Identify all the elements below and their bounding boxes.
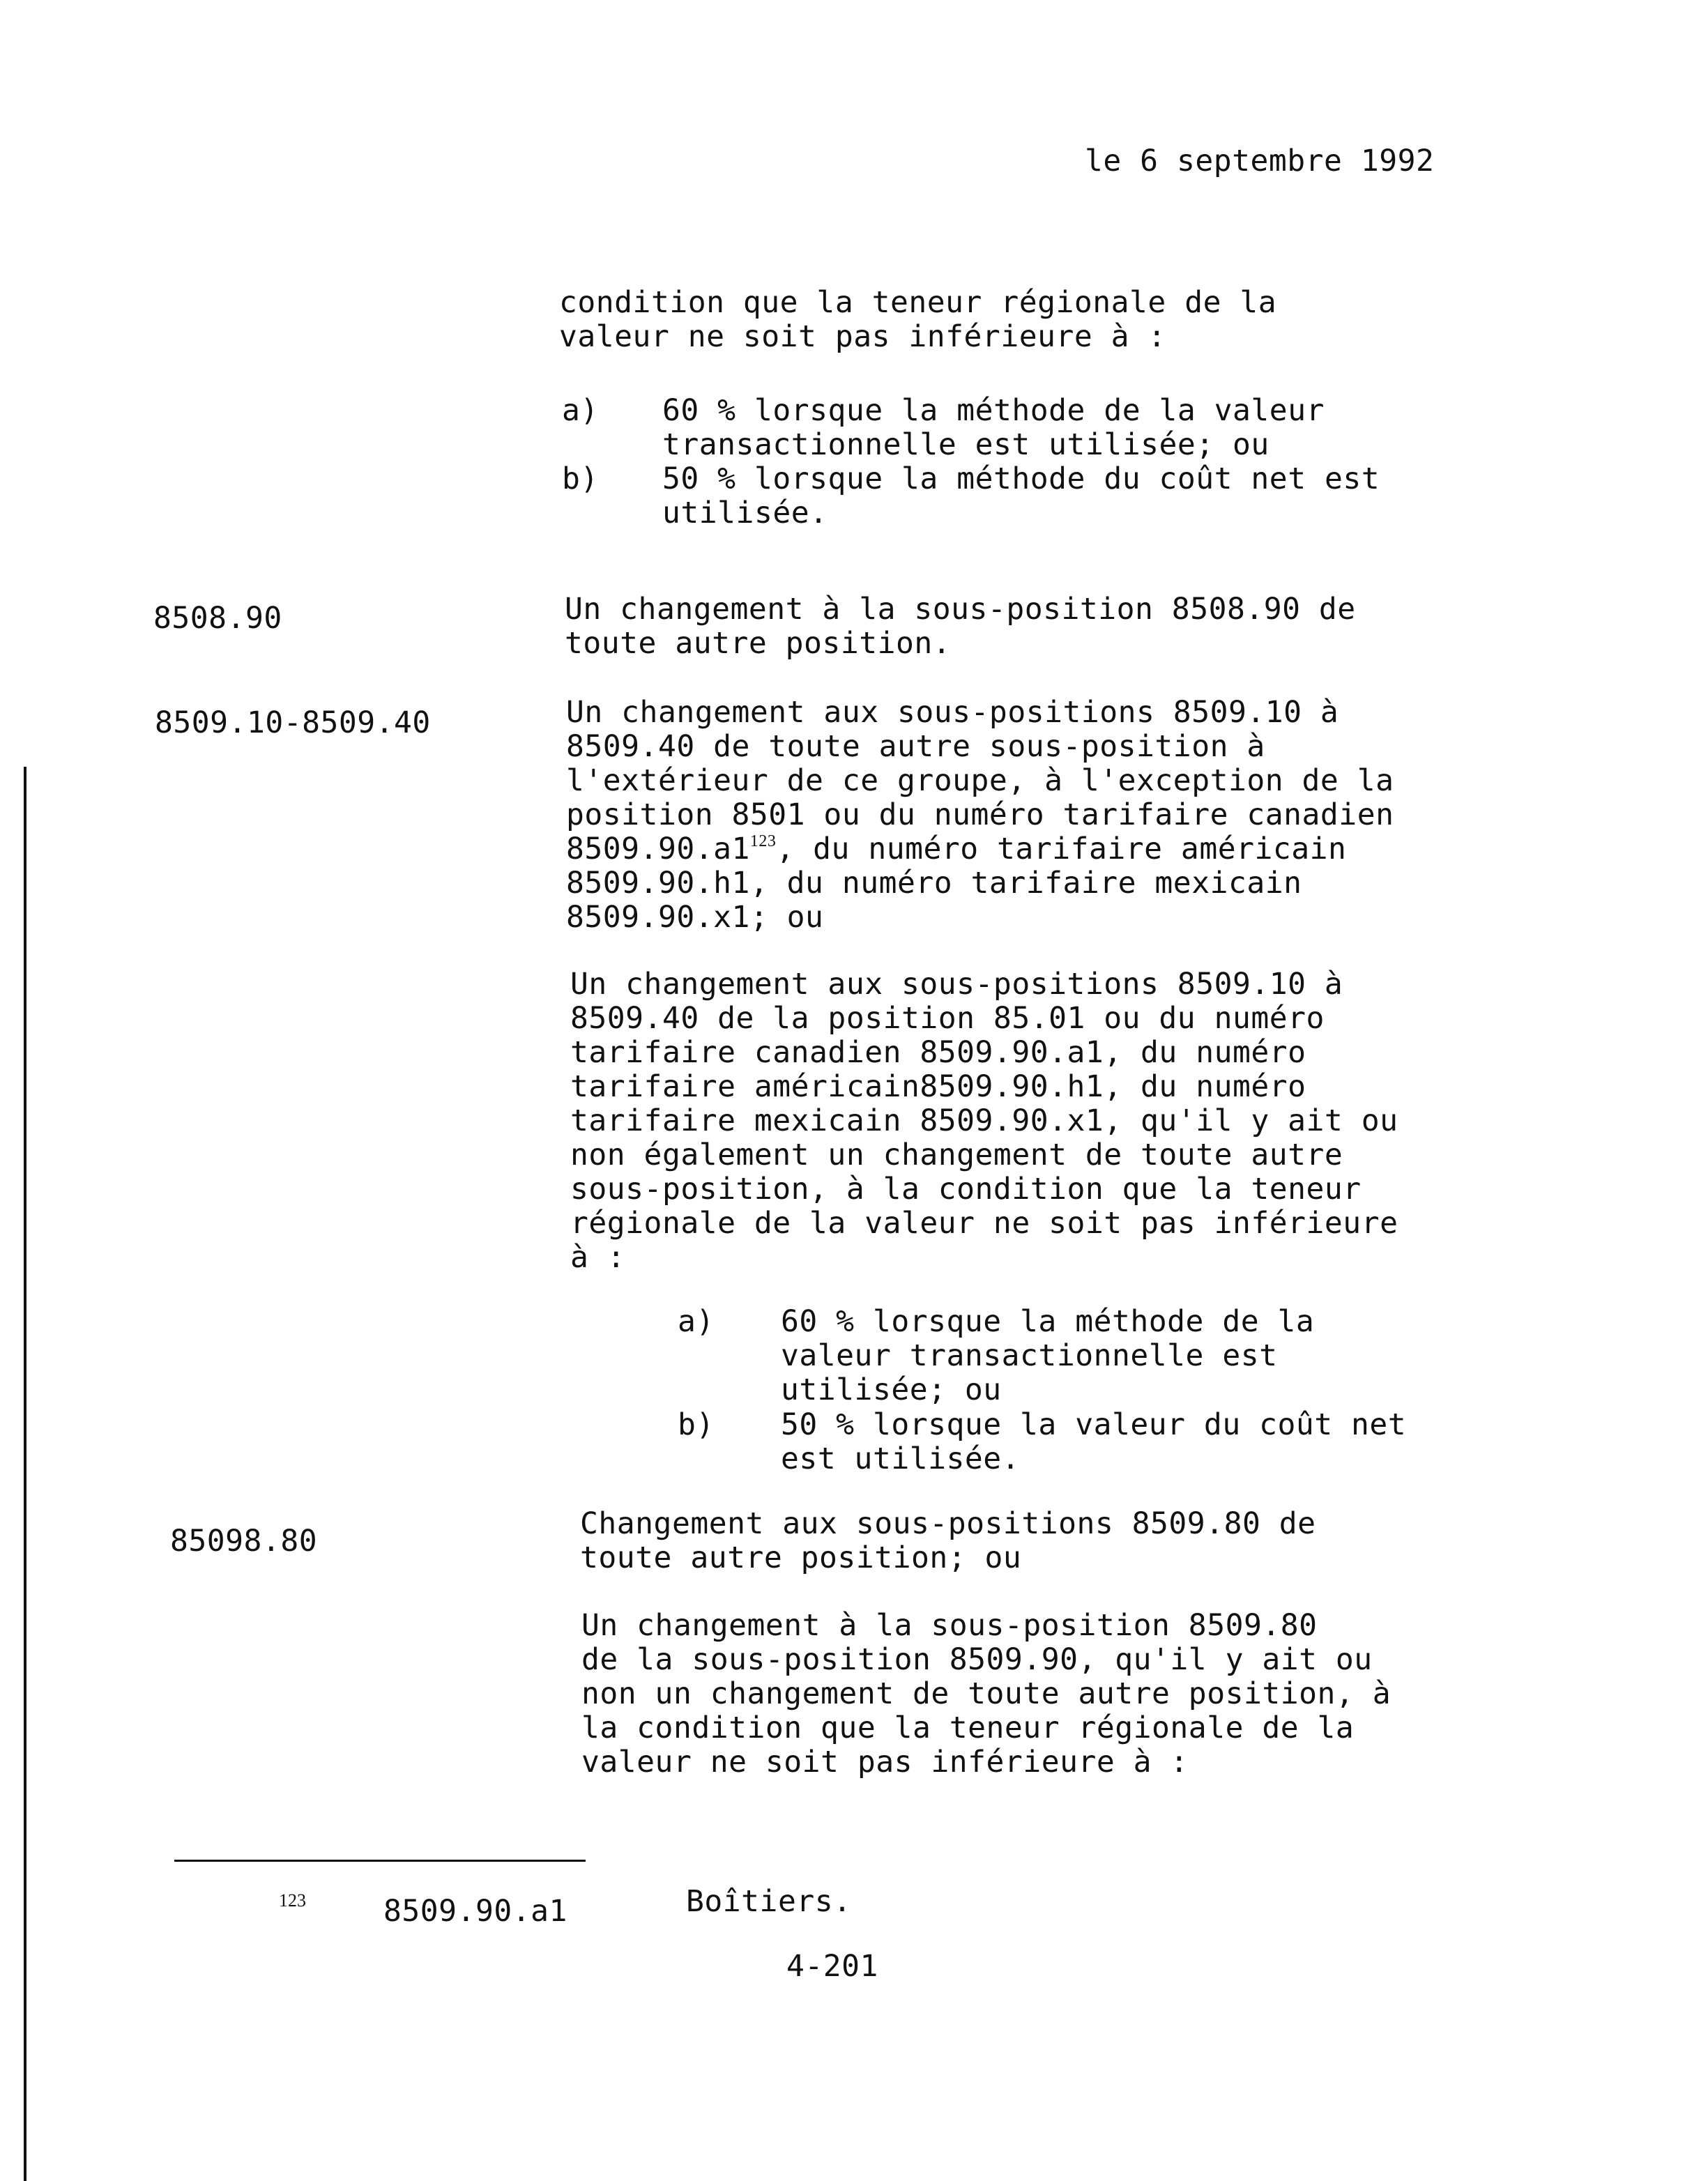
text-line: Un changement aux sous-positions 8509.10 à — [566, 695, 1339, 730]
text-line: Changement aux sous-positions 8509.80 de — [580, 1506, 1316, 1541]
text-line: Un changement à la sous-position 8508.90 de — [565, 592, 1356, 627]
footnote-ref: 123 — [749, 832, 777, 850]
text-line: position 8501 ou du numéro tarifaire canadien — [566, 797, 1394, 832]
text-line: transactionnelle est utilisée; ou — [662, 427, 1269, 462]
footnote-text: Boîtiers. — [686, 1884, 852, 1919]
item-label: b) — [562, 461, 599, 496]
text-line: tarifaire canadien 8509.90.a1, du numéro — [570, 1035, 1306, 1070]
text-line: Un changement aux sous-positions 8509.10 à — [570, 967, 1343, 1002]
document-date: le 6 septembre 1992 — [1085, 144, 1435, 178]
text-line: régionale de la valeur ne soit pas inférieure — [570, 1206, 1398, 1241]
tariff-code: 85098.80 — [170, 1524, 318, 1559]
text-line: à : — [570, 1240, 626, 1275]
item-label: a) — [562, 393, 599, 428]
text-line: 8509.90.h1, du numéro tarifaire mexicain — [566, 866, 1302, 901]
rule-paragraph — [581, 1609, 1391, 1780]
text-line: valeur ne soit pas inférieure à : — [581, 1745, 1189, 1780]
text-line: est utilisée. — [781, 1441, 1021, 1476]
text-line: 8509.40 de la position 85.01 ou du numéro — [570, 1001, 1325, 1036]
text-line: sous-position, à la condition que la teneur — [570, 1172, 1362, 1207]
text-line: utilisée. — [662, 496, 828, 530]
rule-paragraph — [565, 592, 1356, 661]
tariff-code: 8508.90 — [153, 601, 282, 636]
item-label: b) — [678, 1407, 715, 1442]
text-line: non également un changement de toute autre — [570, 1138, 1343, 1172]
footnote-number: 123 — [279, 1890, 306, 1911]
text-line: toute autre position. — [565, 626, 952, 661]
rule-paragraph — [570, 967, 1398, 1275]
text-line: condition que la teneur régionale de la — [559, 285, 1277, 320]
text-line: valeur transactionnelle est — [781, 1338, 1278, 1373]
footnote-code: 8509.90.a1 — [383, 1894, 567, 1929]
text-line: tarifaire américain8509.90.h1, du numéro — [570, 1069, 1306, 1104]
page-number: 4-201 — [786, 1949, 878, 1984]
text-line: non un changement de toute autre position, à — [581, 1676, 1391, 1711]
text-line: 60 % lorsque la méthode de la valeur — [662, 393, 1325, 428]
rule-paragraph — [566, 696, 1394, 935]
item-label: a) — [678, 1304, 715, 1339]
tariff-code: 8509.10-8509.40 — [155, 705, 431, 740]
rule-paragraph — [580, 1507, 1316, 1575]
text-line: 50 % lorsque la méthode du coût net est — [662, 461, 1380, 496]
footnote-separator — [174, 1860, 586, 1862]
intro-paragraph — [559, 286, 1276, 354]
text-fragment: 8509.90.a1 — [566, 832, 750, 866]
text-fragment: , du numéro tarifaire américain — [776, 832, 1347, 866]
text-line: de la sous-position 8509.90, qu'il y ait ou — [581, 1642, 1373, 1677]
text-line: Un changement à la sous-position 8509.80 — [581, 1608, 1318, 1643]
text-line: l'extérieur de ce groupe, à l'exception de la — [566, 763, 1394, 798]
text-line: tarifaire mexicain 8509.90.x1, qu'il y ait ou — [570, 1103, 1398, 1138]
text-line: 8509.40 de toute autre sous-position à — [566, 729, 1265, 764]
text-line: valeur ne soit pas inférieure à : — [559, 319, 1166, 354]
scan-edge-line — [24, 767, 26, 2181]
text-line: la condition que la teneur régionale de la — [581, 1711, 1355, 1745]
text-line-with-footnote — [566, 832, 1394, 866]
text-line: 8509.90.x1; ou — [566, 900, 824, 935]
text-line: utilisée; ou — [781, 1372, 1002, 1407]
text-line: 50 % lorsque la valeur du coût net — [781, 1407, 1407, 1442]
text-line: 60 % lorsque la méthode de la — [781, 1304, 1315, 1339]
text-line: toute autre position; ou — [580, 1540, 1022, 1575]
